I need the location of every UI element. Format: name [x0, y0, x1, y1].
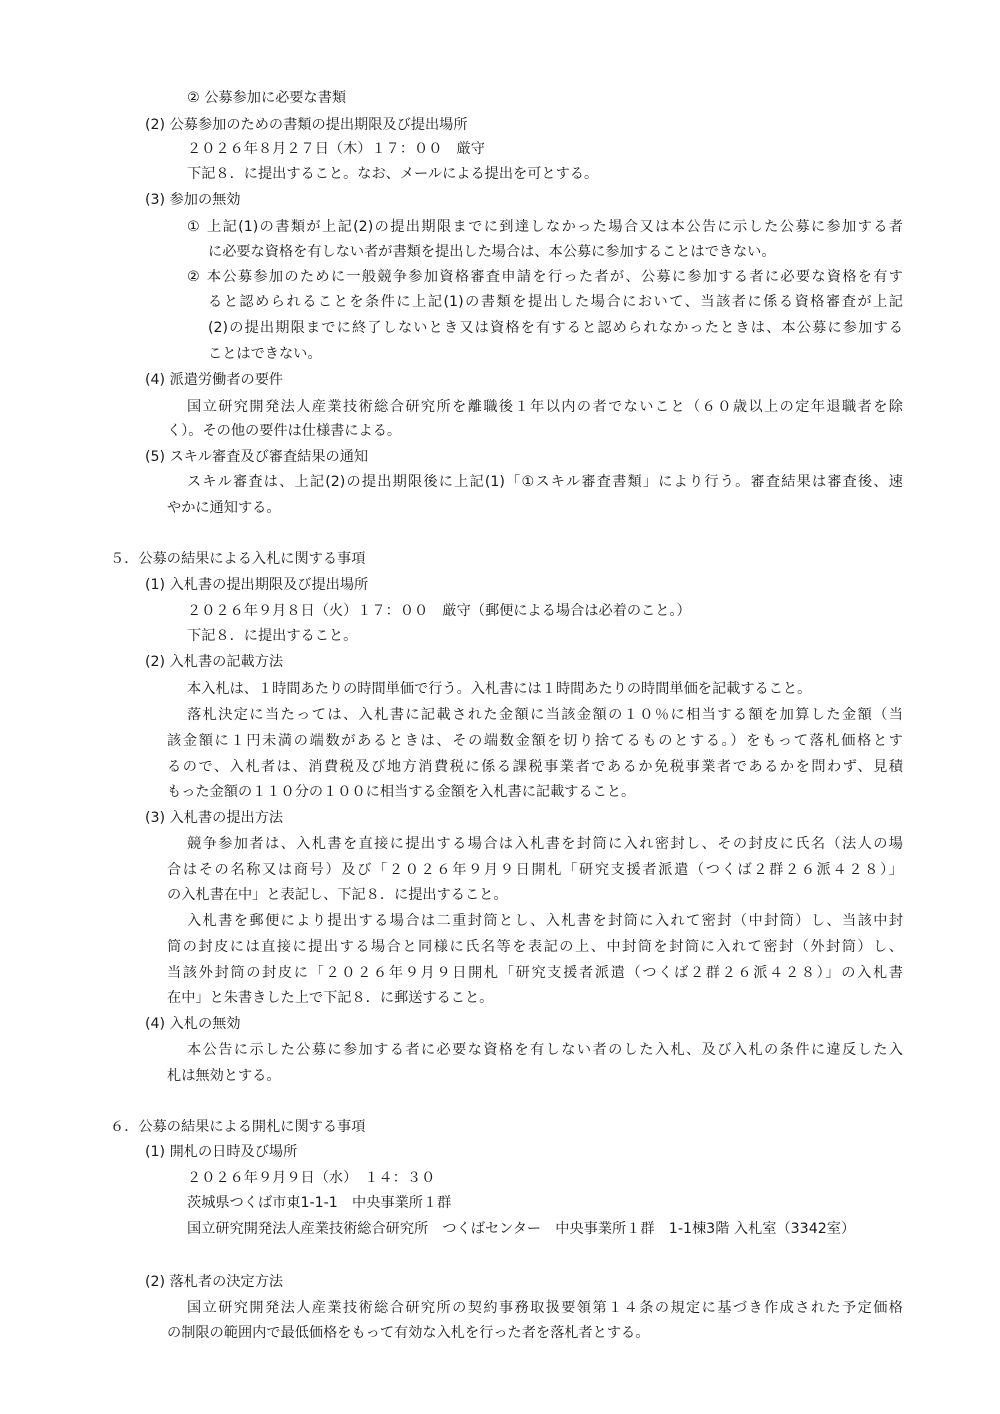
body-line: の制限の範囲内で最低価格をもって有効な入札を行った者を落札者とする。	[167, 1325, 650, 1341]
paragraph-heading: (1) 開札の日時及び場所	[145, 1144, 298, 1160]
body-line: 国立研究開発法人産業技術総合研究所の契約事務取扱要領第１４条の規定に基づき作成された予定価格	[187, 1300, 903, 1316]
body-line: 合はその名称又は商号）及び「２０２６年９月９日開札「研究支援者派遣（つくば２群２６派４２８）」	[167, 862, 903, 878]
paragraph-heading: (5) スキル審査及び審査結果の通知	[145, 449, 369, 465]
paragraph-heading: (2) 落札者の決定方法	[145, 1274, 284, 1290]
body-line: (2)の提出期限までに終了しないとき又は資格を有すると認められなかったときは、本公募に参加する	[208, 320, 903, 336]
body-line: 札は無効とする。	[167, 1068, 281, 1084]
paragraph-heading: (2) 公募参加のための書類の提出期限及び提出場所	[145, 117, 468, 133]
body-line: 落札決定に当たっては、入札書に記載された金額に当該金額の１０％に相当する額を加算した金額（当	[187, 707, 903, 723]
body-line: もった金額の１１０分の１００に相当する金額を入札書に記載すること。	[167, 784, 636, 800]
body-line: く）。その他の要件は仕様書による。	[167, 423, 402, 439]
paragraph-heading: (4) 派遣労働者の要件	[145, 372, 284, 388]
body-line: 本公告に示した公募に参加する者に必要な資格を有しない者のした入札、及び入札の条件に違反した入	[187, 1042, 903, 1058]
body-line: 下記８．に提出すること。なお、メールによる提出を可とする。	[187, 166, 599, 182]
deadline-text: ２０２６年８月２７日（木）１７：００ 厳守	[187, 141, 485, 157]
sub-item-2: ② 公募参加に必要な書類	[187, 90, 347, 106]
paragraph-heading: (3) 参加の無効	[145, 192, 241, 208]
paragraph-heading: (1) 入札書の提出期限及び提出場所	[145, 577, 369, 593]
paragraph-heading: (3) 入札書の提出方法	[145, 810, 284, 826]
body-line: 該金額に１円未満の端数があるときは、その端数金額を切り捨てるものとする。）をもって落札価格とす	[167, 733, 903, 749]
paragraph-heading: (2) 入札書の記載方法	[145, 654, 284, 670]
body-line: ② 本公募参加のために一般競争参加資格審査申請を行った者が、公募に参加する者に必要な資格を有す	[187, 269, 903, 285]
address-text: 茨城県つくば市東1-1-1 中央事業所１群	[187, 1195, 452, 1211]
body-line: 入札書を郵便により提出する場合は二重封筒とし、入札書を封筒に入れて密封（中封筒）し、当該中封	[187, 913, 903, 929]
section-heading-6: ６．公募の結果による開札に関する事項	[110, 1119, 366, 1135]
body-line: ① 上記(1)の書類が上記(2)の提出期限までに到達しなかった場合又は本公告に示した公募に参加する者	[187, 219, 903, 235]
body-line: に必要な資格を有しない者が書類を提出した場合は、本公募に参加することはできない。	[208, 244, 776, 260]
body-line: るので、入札者は、消費税及び地方消費税に係る課税事業者であるか免税事業者であるかを問わず、見積	[167, 759, 903, 775]
body-line: ると認められることを条件に上記(1)の書類を提出した場合において、当該者に係る資格審査が上記	[208, 294, 903, 310]
body-line: 下記８．に提出すること。	[187, 628, 358, 644]
room-text: 国立研究開発法人産業技術総合研究所 つくばセンター 中央事業所１群 1-1棟3階 入札室（3342室）	[187, 1221, 856, 1237]
deadline-text: ２０２６年９月８日（火）１７：００ 厳守（郵便による場合は必着のこと。）	[187, 603, 691, 619]
body-line: 当該外封筒の封皮に「２０２６年９月９日開札「研究支援者派遣（つくば２群２６派４２８）」の入札書	[167, 965, 903, 981]
body-line: 本入札は、１時間あたりの時間単価で行う。入札書には１時間あたりの時間単価を記載すること。	[187, 681, 812, 697]
body-line: 国立研究開発法人産業技術総合研究所を離職後１年以内の者でないこと（６０歳以上の定年退職者を除	[187, 399, 903, 415]
paragraph-heading: (4) 入札の無効	[145, 1016, 241, 1032]
body-line: の入札書在中」と表記し、下記８．に提出すること。	[167, 887, 508, 903]
section-heading-5: ５．公募の結果による入札に関する事項	[110, 551, 366, 567]
body-line: ことはできない。	[208, 346, 322, 362]
body-line: スキル審査は、上記(2)の提出期限後に上記(1)「①スキル審査書類」により行う。審査結果は審査後、速	[187, 474, 903, 490]
body-line: 筒の封皮には直接に提出する場合と同様に氏名等を表記の上、中封筒を封筒に入れて密封（外封筒）し、	[167, 939, 903, 955]
body-line: やかに通知する。	[167, 500, 281, 516]
datetime-text: ２０２６年９月９日（水） １４：３０	[187, 1170, 436, 1186]
body-line: 競争参加者は、入札書を直接に提出する場合は入札書を封筒に入れ密封し、その封皮に氏名（法人の場	[187, 836, 903, 852]
body-line: 在中」と朱書きした上で下記８．に郵送すること。	[167, 990, 494, 1006]
